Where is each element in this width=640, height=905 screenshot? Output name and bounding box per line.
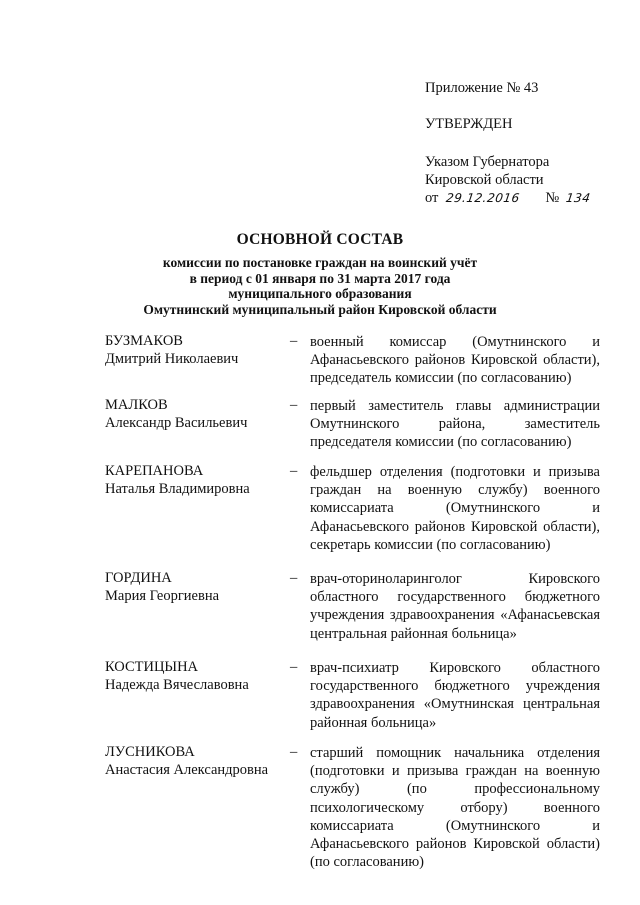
title-line-1: комиссии по постановке граждан на воинский учёт bbox=[162, 255, 478, 270]
member-role: военный комиссар (Омутнинского и Афанасьевского районов Кировской области), председатель комиссии (по согласованию) bbox=[310, 334, 600, 387]
member-surname: КАРЕПАНОВА bbox=[105, 463, 204, 479]
member-name bbox=[105, 659, 280, 694]
dash-separator: – bbox=[290, 570, 298, 586]
member-role: врач-психиатр Кировского областного государственного бюджетного учреждения здравоохранения «Омутнинская центральная районная больница» bbox=[310, 660, 600, 731]
member-role: первый заместитель главы администрации Омутнинского района, заместитель председателя комиссии (по согласованию) bbox=[310, 398, 600, 451]
member-surname: ГОРДИНА bbox=[105, 570, 172, 586]
handwritten-number: 134 bbox=[564, 191, 592, 205]
appendix-number: Приложение № 43 bbox=[425, 80, 539, 96]
member-name bbox=[105, 397, 280, 432]
dash-separator: – bbox=[290, 333, 298, 349]
member-given-names: Дмитрий Николаевич bbox=[105, 350, 239, 367]
member-surname: МАЛКОВ bbox=[105, 397, 168, 413]
member-role: фельдшер отделения (подготовки и призыва граждан на военную службу) военного комиссариата (Омутнинского и Афанасьевского районов Кировской области), секретарь комиссии (по согласованию) bbox=[310, 464, 600, 553]
title-line-2: в период с 01 января по 31 марта 2017 года bbox=[189, 270, 451, 286]
dash-separator: – bbox=[290, 744, 298, 760]
title-line-3: муниципального образования bbox=[228, 286, 412, 301]
dash-separator: – bbox=[290, 463, 298, 479]
dash-separator: – bbox=[290, 659, 298, 675]
dash-separator: – bbox=[290, 397, 298, 413]
member-name bbox=[105, 570, 280, 605]
document-title bbox=[0, 231, 640, 317]
member-given-names: Надежда Вячеславовна bbox=[105, 676, 249, 693]
member-given-names: Мария Георгиевна bbox=[105, 587, 220, 604]
approved-label: УТВЕРЖДЕН bbox=[425, 116, 513, 132]
date-prefix: от bbox=[425, 190, 439, 206]
member-role: врач-оториноларинголог Кировского областного государственного бюджетного учреждения здравоохранения «Афанасьевская центральная районная больница» bbox=[310, 571, 600, 642]
member-given-names: Александр Васильевич bbox=[105, 414, 248, 431]
approval-header bbox=[425, 79, 625, 207]
member-given-names: Анастасия Александровна bbox=[105, 761, 269, 778]
number-prefix: № bbox=[545, 190, 560, 206]
title-line-4: Омутнинский муниципальный район Кировской области bbox=[143, 301, 497, 317]
decree-line-2: Кировской области bbox=[425, 172, 544, 188]
decree-line-1: Указом Губернатора bbox=[425, 154, 550, 170]
member-surname: КОСТИЦЫНА bbox=[105, 659, 199, 675]
handwritten-date: 29.12.2016 bbox=[445, 191, 521, 205]
member-surname: БУЗМАКОВ bbox=[105, 333, 183, 349]
member-name bbox=[105, 333, 280, 368]
member-role: старший помощник начальника отделения (подготовки и призыва граждан на военную службу) (по профессиональному психологическому отбору) военного комиссариата (Омутнинского и Афанасьевского районов Кировской области) (по согласованию) bbox=[310, 745, 600, 871]
member-name bbox=[105, 744, 280, 779]
decree-date-line bbox=[425, 189, 625, 207]
member-name bbox=[105, 463, 280, 498]
member-surname: ЛУСНИКОВА bbox=[105, 744, 195, 760]
member-given-names: Наталья Владимировна bbox=[105, 480, 250, 497]
title-heading: ОСНОВНОЙ СОСТАВ bbox=[236, 231, 404, 248]
